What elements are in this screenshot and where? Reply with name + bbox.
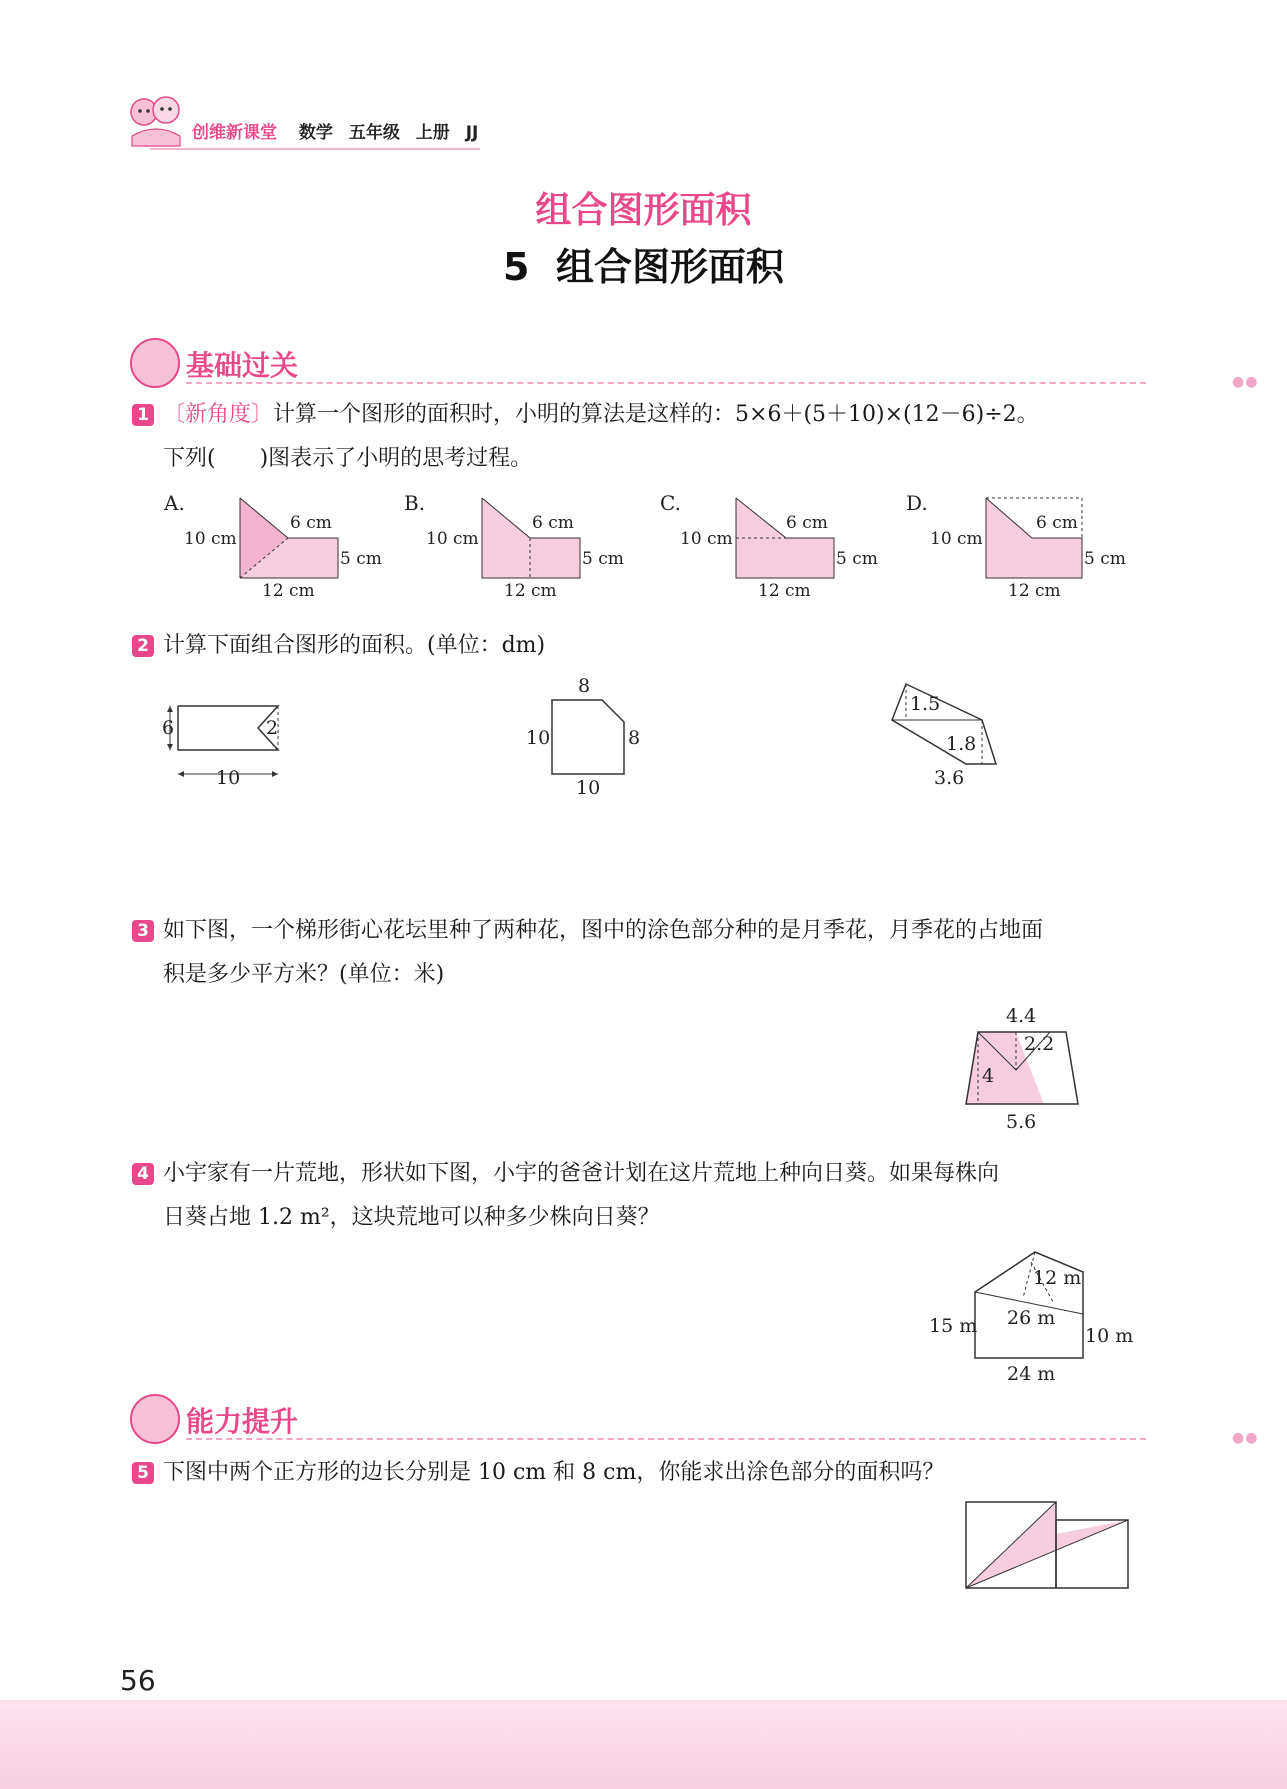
question-4-figure [925, 1240, 1134, 1390]
question-3-figure [950, 1000, 1090, 1140]
section-advanced-dots: ●● [1232, 1430, 1259, 1446]
option-a-right: 5 cm [340, 549, 382, 569]
header-text [192, 118, 488, 143]
section-advanced [130, 1394, 1259, 1446]
question-1-line1 [163, 393, 1039, 437]
q2-fig3-c: 3.6 [934, 767, 965, 789]
q2-fig2-right: 8 [628, 727, 641, 749]
question-1-text: 计算一个图形的面积时，小明的算法是这样的：5×6＋(5＋10)×(12－6)÷2。 [273, 402, 1039, 427]
option-d-left: 10 cm [930, 529, 983, 549]
q2-fig2-bottom: 10 [576, 777, 601, 799]
question-4-line2: 日葵占地 1.2 m²，这块荒地可以种多少株向日葵？ [163, 1205, 660, 1230]
section-basic-title: 基础过关 [186, 349, 299, 382]
q2-fig3-a: 1.5 [910, 693, 941, 715]
q4-a: 12 m [1033, 1267, 1082, 1289]
option-b-left: 10 cm [426, 529, 479, 549]
question-3-line1: 如下图，一个梯形街心花坛里种了两种花，图中的涂色部分种的是月季花，月季花的占地面 [163, 918, 1044, 943]
option-d-right: 5 cm [1084, 549, 1126, 569]
option-a-left: 10 cm [184, 529, 237, 549]
header-rule [150, 148, 480, 150]
option-c-top: 6 cm [786, 513, 828, 533]
question-1-line2: 下列( )图表示了小明的思考过程。 [163, 446, 533, 471]
q3-inner: 2.2 [1024, 1033, 1055, 1055]
question-1-options-figure [160, 488, 1140, 608]
option-c-right: 5 cm [836, 549, 878, 569]
section-advanced-icon [130, 1394, 180, 1444]
q2-figure-2 [526, 675, 640, 799]
question-4-number: 4 [132, 1163, 154, 1185]
option-c-left: 10 cm [680, 529, 733, 549]
option-d-label: D. [906, 491, 928, 515]
lesson-title: 5 组合图形面积 [503, 245, 784, 289]
unit-title: 组合图形面积 [535, 190, 752, 231]
question-3-line2: 积是多少平方米？(单位：米) [163, 962, 445, 987]
option-d-bottom: 12 cm [1008, 581, 1061, 601]
section-advanced-rule [186, 1438, 1146, 1440]
option-a-bottom: 12 cm [262, 581, 315, 601]
section-basic-rule [186, 382, 1146, 384]
q3-height: 4 [982, 1065, 995, 1087]
question-2-text: 计算下面组合图形的面积。(单位：dm) [163, 633, 546, 658]
option-a-top: 6 cm [290, 513, 332, 533]
question-1-number: 1 [132, 404, 154, 426]
header-brand: 创维新课堂 [192, 123, 277, 143]
q2-fig3-b: 1.8 [946, 733, 977, 755]
section-basic-icon [130, 338, 180, 388]
option-d-top: 6 cm [1036, 513, 1078, 533]
section-advanced-title: 能力提升 [186, 1405, 299, 1438]
q2-figure-3 [892, 684, 996, 789]
footer-band [0, 1700, 1287, 1789]
question-5-figure [960, 1496, 1140, 1596]
option-b-top: 6 cm [532, 513, 574, 533]
q2-figure-1 [162, 706, 278, 789]
q4-c: 15 m [929, 1315, 978, 1337]
q4-b: 26 m [1007, 1307, 1056, 1329]
section-basic-dots: ●● [1232, 374, 1259, 390]
question-5-text: 下图中两个正方形的边长分别是 10 cm 和 8 cm，你能求出涂色部分的面积吗？ [163, 1460, 945, 1485]
option-c-bottom: 12 cm [758, 581, 811, 601]
q4-e: 24 m [1007, 1363, 1056, 1385]
question-1-tag: 〔新角度〕 [163, 402, 274, 427]
question-4-line1: 小宇家有一片荒地，形状如下图，小宇的爸爸计划在这片荒地上种向日葵。如果每株向 [163, 1161, 1000, 1186]
page-number: 56 [120, 1664, 156, 1697]
q3-top: 4.4 [1006, 1005, 1037, 1027]
q3-bottom: 5.6 [1006, 1111, 1037, 1133]
q4-d: 10 m [1085, 1325, 1134, 1347]
q2-fig2-top: 8 [578, 675, 591, 697]
header-edition: JJ [465, 123, 479, 143]
option-a-label: A. [164, 491, 185, 515]
header-subject: 数学 [298, 123, 333, 143]
q2-fig1-width: 10 [216, 767, 241, 789]
q2-fig1-notch: 2 [266, 717, 279, 739]
header-mascot [126, 92, 186, 150]
q5-shaded-region [966, 1502, 1128, 1588]
option-b-bottom: 12 cm [504, 581, 557, 601]
question-2-figures [150, 670, 1010, 810]
q2-fig1-height: 6 [162, 717, 175, 739]
option-c-label: C. [660, 491, 681, 515]
question-3-number: 3 [132, 920, 154, 942]
option-b-right: 5 cm [582, 549, 624, 569]
section-basic [130, 338, 1259, 390]
question-2-number: 2 [132, 635, 154, 657]
header-grade: 五年级 [348, 123, 400, 143]
option-b-label: B. [404, 491, 426, 515]
header-volume: 上册 [415, 123, 450, 143]
q2-fig2-left: 10 [526, 727, 551, 749]
question-5-number: 5 [132, 1462, 154, 1484]
